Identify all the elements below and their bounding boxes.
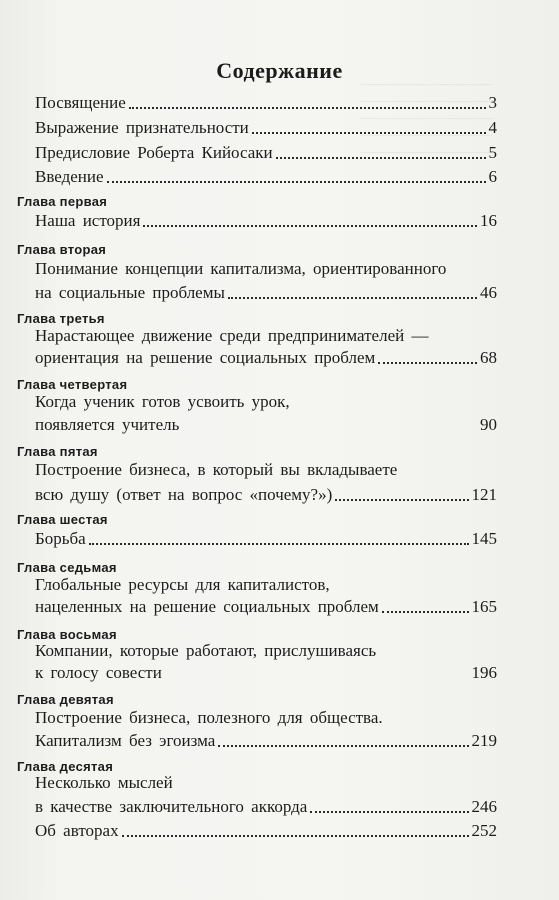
page-number: 145 bbox=[471, 529, 497, 548]
chapter-heading-7: Глава седьмая bbox=[17, 560, 117, 575]
toc-entry-text: Выражение признательности bbox=[35, 118, 249, 137]
toc-entry-chapter-10[interactable] bbox=[35, 794, 497, 818]
dot-leader bbox=[378, 362, 477, 364]
toc-entry-chapter-5[interactable] bbox=[35, 482, 497, 506]
dot-leader bbox=[107, 181, 486, 183]
dot-leader bbox=[89, 543, 469, 545]
toc-entry-text: к голосу совести bbox=[35, 663, 162, 682]
toc-entry-chapter-1[interactable] bbox=[35, 208, 497, 232]
bleed-through-text: ───────────────── ───────────────── ───────────────── ───────────────── ───────────────── bbox=[360, 79, 493, 159]
toc-entry-chapter-3[interactable] bbox=[35, 345, 497, 369]
toc-entry-chapter-6[interactable] bbox=[35, 526, 497, 550]
toc-entry-introduction[interactable] bbox=[35, 164, 497, 188]
dot-leader bbox=[276, 157, 486, 159]
toc-entry-about-authors[interactable] bbox=[35, 818, 497, 842]
toc-entry-text: ориентация на решение социальных проблем bbox=[35, 348, 376, 367]
dot-leader bbox=[143, 225, 477, 227]
toc-entry-text: Капитализм без эгоизма bbox=[35, 731, 216, 750]
dot-leader bbox=[252, 132, 486, 134]
dot-leader bbox=[335, 499, 468, 501]
dot-leader bbox=[382, 611, 469, 613]
dot-leader bbox=[218, 745, 468, 747]
toc-entry-chapter-2[interactable] bbox=[35, 280, 497, 304]
page-number: 5 bbox=[488, 143, 497, 162]
toc-entry-chapter-8-line: Компании, которые работают, прислушиваясь bbox=[35, 641, 377, 660]
dot-leader bbox=[122, 835, 469, 837]
dot-leader bbox=[310, 811, 468, 813]
toc-entry-text: Посвящение bbox=[35, 93, 126, 112]
chapter-heading-3: Глава третья bbox=[17, 311, 105, 326]
dot-leader bbox=[165, 677, 469, 679]
chapter-heading-6: Глава шестая bbox=[17, 512, 108, 527]
chapter-heading-8: Глава восьмая bbox=[17, 627, 117, 642]
toc-entry-text: Наша история bbox=[35, 211, 141, 230]
toc-entry-chapter-7-line: Глобальные ресурсы для капиталистов, bbox=[35, 575, 330, 594]
page-number: 219 bbox=[471, 731, 497, 750]
toc-entry-text: нацеленных на решение социальных проблем bbox=[35, 597, 379, 616]
toc-entry-text: на социальные проблемы bbox=[35, 283, 225, 302]
toc-entry-chapter-8[interactable] bbox=[35, 660, 497, 684]
page-number: 165 bbox=[471, 597, 497, 616]
page-number: 196 bbox=[471, 663, 497, 682]
page-number: 4 bbox=[488, 118, 497, 137]
toc-entry-dedication[interactable] bbox=[35, 90, 497, 114]
dot-leader bbox=[182, 429, 477, 431]
page-number: 246 bbox=[471, 797, 497, 816]
chapter-heading-10: Глава десятая bbox=[17, 759, 114, 774]
dot-leader bbox=[228, 297, 477, 299]
toc-entry-chapter-4[interactable] bbox=[35, 412, 497, 436]
page-number: 252 bbox=[471, 821, 497, 840]
page-title: Содержание bbox=[216, 58, 343, 83]
toc-entry-chapter-9-line: Построение бизнеса, полезного для общества. bbox=[35, 708, 383, 727]
toc-entry-chapter-5-line: Построение бизнеса, в который вы вкладываете bbox=[35, 460, 398, 479]
toc-entry-text: Борьба bbox=[35, 529, 86, 548]
toc-entry-chapter-3-line: Нарастающее движение среди предпринимателей — bbox=[35, 326, 429, 345]
page-number: 46 bbox=[480, 283, 497, 302]
toc-entry-chapter-7[interactable] bbox=[35, 594, 497, 618]
toc-entry-text: в качестве заключительного аккорда bbox=[35, 797, 308, 816]
chapter-heading-5: Глава пятая bbox=[17, 444, 98, 459]
toc-entry-text: появляется учитель bbox=[35, 415, 180, 434]
page-number: 90 bbox=[480, 415, 497, 434]
chapter-heading-4: Глава четвертая bbox=[17, 377, 128, 392]
toc-entry-chapter-10-line: Несколько мыслей bbox=[35, 773, 173, 792]
dot-leader bbox=[129, 107, 486, 109]
toc-entry-text: Об авторах bbox=[35, 821, 119, 840]
toc-entry-foreword[interactable] bbox=[35, 140, 497, 164]
toc-entry-text: Введение bbox=[35, 167, 104, 186]
chapter-heading-9: Глава девятая bbox=[17, 692, 114, 707]
toc-entry-chapter-9[interactable] bbox=[35, 728, 497, 752]
chapter-heading-2: Глава вторая bbox=[17, 242, 107, 257]
page-number: 121 bbox=[471, 485, 497, 504]
chapter-heading-1: Глава первая bbox=[17, 194, 108, 209]
page-number: 6 bbox=[488, 167, 497, 186]
toc-entry-text: Предисловие Роберта Кийосаки bbox=[35, 143, 273, 162]
page-number: 16 bbox=[480, 211, 497, 230]
page-number: 3 bbox=[488, 93, 497, 112]
toc-entry-chapter-2-line: Понимание концепции капитализма, ориентированного bbox=[35, 259, 447, 278]
toc-entry-text: всю душу (ответ на вопрос «почему?») bbox=[35, 485, 333, 504]
toc-entry-chapter-4-line: Когда ученик готов усвоить урок, bbox=[35, 392, 290, 411]
page-number: 68 bbox=[480, 348, 497, 367]
toc-entry-acknowledgements[interactable] bbox=[35, 115, 497, 139]
